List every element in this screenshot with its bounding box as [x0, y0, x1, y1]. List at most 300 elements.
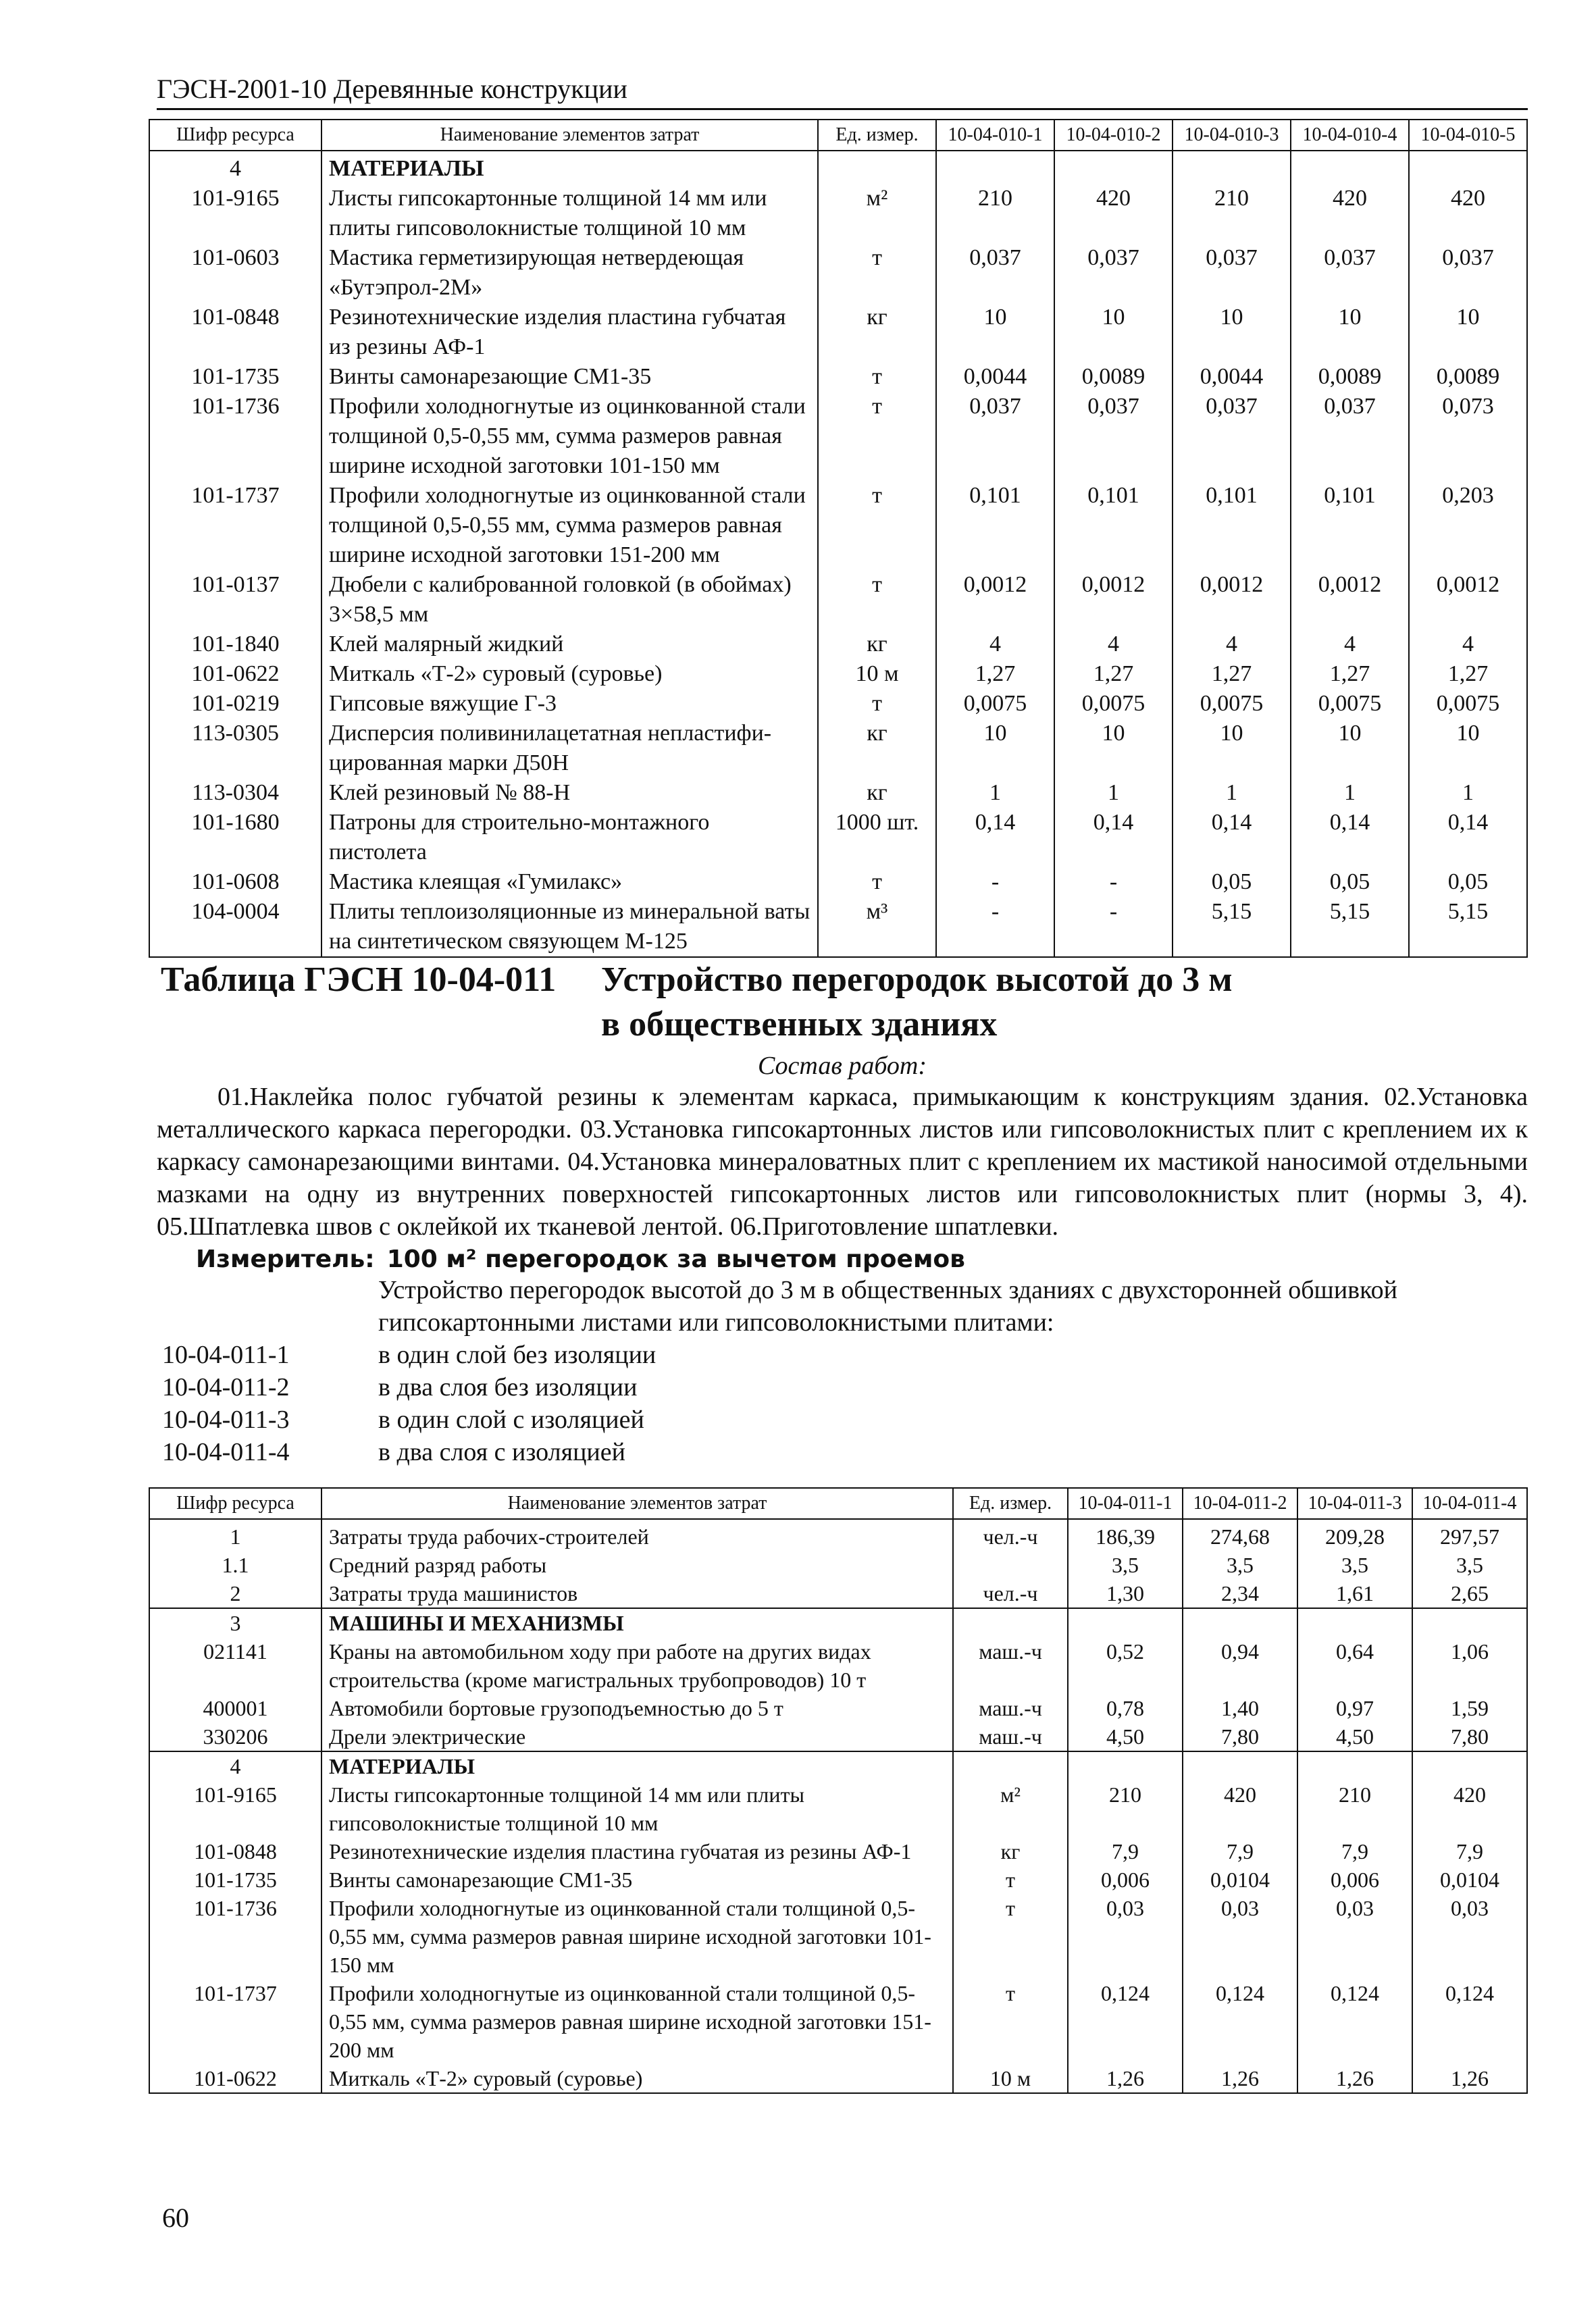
resource-value: 4 [1291, 629, 1409, 659]
variant-code: 10-04-011-2 [162, 1373, 290, 1402]
resource-value: 7,9 [1068, 1837, 1183, 1866]
resource-value: 7,80 [1412, 1722, 1527, 1751]
table-row [149, 151, 1527, 184]
running-head: ГЭСН-2001-10 Деревянные конструкции [157, 73, 1528, 110]
resource-value: 0,124 [1297, 1979, 1412, 2064]
resource-value: 186,39 [1068, 1519, 1183, 1551]
resource-unit: чел.-ч [953, 1519, 1068, 1551]
resource-unit: т [818, 392, 936, 481]
table-row [149, 1780, 1527, 1837]
resource-unit: т [953, 1894, 1068, 1979]
resource-value: 0,14 [1054, 808, 1173, 867]
resource-value: 3,5 [1183, 1551, 1297, 1579]
resource-value: 0,0075 [1409, 689, 1527, 719]
resource-value: 0,0044 [936, 362, 1054, 392]
resource-value [1183, 1751, 1297, 1780]
resource-unit: кг [818, 629, 936, 659]
resource-value: 0,0089 [1054, 362, 1173, 392]
resource-value: 0,0044 [1173, 362, 1291, 392]
variant-code: 10-04-011-3 [162, 1406, 290, 1434]
resource-value: 0,037 [936, 243, 1054, 303]
measure-line [196, 1244, 1526, 1275]
resource-code: 101-1736 [149, 1894, 321, 1979]
table-row [149, 659, 1527, 689]
resource-value: 1,06 [1412, 1637, 1527, 1694]
resource-value: 0,037 [1291, 392, 1409, 481]
resource-name: Профили холодногнутые из оцинкованной стали толщиной 0,5-0,55 мм, сумма размеров равная ширине исходной заготовки 101-150 мм [321, 392, 818, 481]
resource-value: 0,073 [1409, 392, 1527, 481]
resource-unit: т [818, 867, 936, 897]
resource-value: 10 [1054, 303, 1173, 362]
variant-item [162, 1404, 1445, 1436]
resource-value: 3,5 [1297, 1551, 1412, 1579]
table-row [149, 2064, 1527, 2093]
table-row [149, 808, 1527, 867]
resource-table-10-04-010 [149, 119, 1528, 958]
resource-unit [953, 1751, 1068, 1780]
resource-name: Дисперсия поливинилацетатная непластифи-цированная марки Д50Н [321, 719, 818, 778]
resource-value: 0,0075 [936, 689, 1054, 719]
resource-code: 104-0004 [149, 897, 321, 957]
resource-code: 101-1736 [149, 392, 321, 481]
resource-unit: 10 м [953, 2064, 1068, 2093]
resource-value: 0,03 [1412, 1894, 1527, 1979]
header-unit: Ед. измер. [818, 120, 936, 151]
resource-value [1409, 151, 1527, 184]
resource-value: 3,5 [1068, 1551, 1183, 1579]
table-row [149, 719, 1527, 778]
resource-value: 0,124 [1412, 1979, 1527, 2064]
resource-value: 420 [1409, 184, 1527, 243]
table-heading [601, 958, 1277, 1047]
resource-unit: т [818, 362, 936, 392]
resource-value: 10 [1409, 303, 1527, 362]
resource-code: 101-1840 [149, 629, 321, 659]
resource-value: 0,0012 [1409, 570, 1527, 629]
table-row [149, 897, 1527, 957]
resource-code: 101-1735 [149, 1866, 321, 1894]
resource-value: 1 [1291, 778, 1409, 808]
resource-unit: 1000 шт. [818, 808, 936, 867]
resource-name: Винты самонарезающие СМ1-35 [321, 1866, 953, 1894]
page-number: 60 [162, 2203, 189, 2233]
resource-name: Профили холодногнутые из оцинкованной стали толщиной 0,5-0,55 мм, сумма размеров равная ширине исходной заготовки 151-200 мм [321, 1979, 953, 2064]
resource-code: 101-9165 [149, 184, 321, 243]
resource-unit: чел.-ч [953, 1579, 1068, 1608]
resource-value: 0,03 [1297, 1894, 1412, 1979]
resource-value: 1 [1409, 778, 1527, 808]
header-unit: Ед. измер. [953, 1488, 1068, 1519]
resource-value [1054, 151, 1173, 184]
table-row [149, 1866, 1527, 1894]
resource-value: 0,037 [1054, 243, 1173, 303]
resource-name: Патроны для строительно-монтажного пистолета [321, 808, 818, 867]
resource-code: 101-0848 [149, 303, 321, 362]
table-row [149, 184, 1527, 243]
resource-value: 210 [1068, 1780, 1183, 1837]
resource-value: 0,037 [1173, 243, 1291, 303]
table-row [149, 867, 1527, 897]
resource-value: 1,40 [1183, 1694, 1297, 1722]
variant-code: 10-04-011-1 [162, 1341, 290, 1369]
resource-value: 0,0012 [1291, 570, 1409, 629]
resource-code: 101-1735 [149, 362, 321, 392]
resource-value: 1,30 [1068, 1579, 1183, 1608]
resource-name: Автомобили бортовые грузоподъемностью до 5 т [321, 1694, 953, 1722]
resource-value: 0,05 [1173, 867, 1291, 897]
resource-unit: т [818, 570, 936, 629]
table-heading-line-1: Устройство перегородок высотой до 3 м [601, 960, 1233, 999]
table-row [149, 1979, 1527, 2064]
resource-name: Клей малярный жидкий [321, 629, 818, 659]
resource-value: 297,57 [1412, 1519, 1527, 1551]
resource-code: 4 [149, 1751, 321, 1780]
resource-value: 3,5 [1412, 1551, 1527, 1579]
resource-value: 4 [1409, 629, 1527, 659]
resource-value [1291, 151, 1409, 184]
resource-value: 7,80 [1183, 1722, 1297, 1751]
resource-value: 7,9 [1297, 1837, 1412, 1866]
resource-value: 209,28 [1297, 1519, 1412, 1551]
resource-value: 0,0104 [1412, 1866, 1527, 1894]
table-row [149, 481, 1527, 570]
resource-value: 1,26 [1297, 2064, 1412, 2093]
resource-name: Листы гипсокартонные толщиной 14 мм или плиты гипсоволокнистые толщиной 10 мм [321, 184, 818, 243]
header-code: Шифр ресурса [149, 120, 321, 151]
resource-value: 1,27 [1291, 659, 1409, 689]
resource-value: 10 [1409, 719, 1527, 778]
resource-code: 2 [149, 1579, 321, 1608]
resource-code: 1.1 [149, 1551, 321, 1579]
resource-value [1173, 151, 1291, 184]
resource-value: 0,0075 [1173, 689, 1291, 719]
resource-code: 330206 [149, 1722, 321, 1751]
resource-unit: т [953, 1866, 1068, 1894]
table-row [149, 303, 1527, 362]
resource-code: 021141 [149, 1637, 321, 1694]
resource-unit: кг [818, 719, 936, 778]
resource-name: Средний разряд работы [321, 1551, 953, 1579]
resource-unit: маш.-ч [953, 1637, 1068, 1694]
resource-name: Резинотехнические изделия пластина губчатая из резины АФ-1 [321, 303, 818, 362]
resource-value: 5,15 [1409, 897, 1527, 957]
table-row [149, 1694, 1527, 1722]
resource-code: 101-0219 [149, 689, 321, 719]
header-name: Наименование элементов затрат [321, 1488, 953, 1519]
resource-name: Профили холодногнутые из оцинкованной стали толщиной 0,5-0,55 мм, сумма размеров равная ширине исходной заготовки 101-150 мм [321, 1894, 953, 1979]
table-body [149, 1519, 1527, 2093]
resource-value: 10 [1054, 719, 1173, 778]
resource-code: 101-0137 [149, 570, 321, 629]
resource-code: 101-0603 [149, 243, 321, 303]
resource-value: 1,27 [1054, 659, 1173, 689]
resource-code: 3 [149, 1608, 321, 1637]
resource-unit: маш.-ч [953, 1722, 1068, 1751]
resource-value: 10 [1291, 719, 1409, 778]
resource-value [1412, 1751, 1527, 1780]
table-row [149, 1751, 1527, 1780]
measure-value: 100 м² перегородок за вычетом проемов [386, 1245, 965, 1273]
resource-value: 10 [1173, 719, 1291, 778]
resource-value: 420 [1412, 1780, 1527, 1837]
resource-name: МАШИНЫ И МЕХАНИЗМЫ [321, 1608, 953, 1637]
header-col-2: 10-04-011-2 [1183, 1488, 1297, 1519]
resource-value: 1,26 [1183, 2064, 1297, 2093]
resource-value: 0,0012 [1054, 570, 1173, 629]
resource-value: 4 [1054, 629, 1173, 659]
resource-name: МАТЕРИАЛЫ [321, 151, 818, 184]
resource-value: 1,27 [1173, 659, 1291, 689]
resource-value: 0,94 [1183, 1637, 1297, 1694]
resource-name: Миткаль «Т-2» суровый (суровье) [321, 2064, 953, 2093]
resource-value: 0,0012 [1173, 570, 1291, 629]
resource-value: 210 [1297, 1780, 1412, 1837]
resource-value: 210 [936, 184, 1054, 243]
resource-value: 0,0012 [936, 570, 1054, 629]
resource-value: 0,78 [1068, 1694, 1183, 1722]
resource-value: 1,59 [1412, 1694, 1527, 1722]
variant-list [162, 1339, 1445, 1468]
resource-unit [953, 1608, 1068, 1637]
resource-unit: кг [818, 778, 936, 808]
resource-value: 10 [936, 719, 1054, 778]
resource-unit [953, 1551, 1068, 1579]
resource-value: 7,9 [1412, 1837, 1527, 1866]
resource-name: Резинотехнические изделия пластина губчатая из резины АФ-1 [321, 1837, 953, 1866]
resource-value: 0,006 [1068, 1866, 1183, 1894]
variant-item [162, 1371, 1445, 1404]
resource-value: 0,64 [1297, 1637, 1412, 1694]
resource-value: 5,15 [1291, 897, 1409, 957]
resource-name: Дюбели с калиброванной головкой (в обоймах) 3×58,5 мм [321, 570, 818, 629]
resource-value: 210 [1173, 184, 1291, 243]
resource-value: 0,0089 [1291, 362, 1409, 392]
header-col-4: 10-04-010-4 [1291, 120, 1409, 151]
table-row [149, 1551, 1527, 1579]
resource-name: Мастика герметизирующая нетвердеющая «Бутэпрол-2М» [321, 243, 818, 303]
table-header-row [149, 1488, 1527, 1519]
resource-value [1297, 1608, 1412, 1637]
table-row [149, 570, 1527, 629]
resource-unit: кг [818, 303, 936, 362]
resource-unit: м² [818, 184, 936, 243]
resource-table-10-04-011 [149, 1487, 1528, 2094]
resource-value: 0,124 [1183, 1979, 1297, 2064]
resource-name: Клей резиновый № 88-Н [321, 778, 818, 808]
resource-value: 0,037 [1291, 243, 1409, 303]
table-code: Таблица ГЭСН 10-04-011 [161, 960, 557, 999]
table-row [149, 362, 1527, 392]
resource-value: 0,14 [1291, 808, 1409, 867]
header-col-1: 10-04-010-1 [936, 120, 1054, 151]
work-composition-label: Состав работ: [757, 1052, 927, 1080]
resource-value: 1,61 [1297, 1579, 1412, 1608]
resource-value: 1,27 [1409, 659, 1527, 689]
resource-value: 1 [1054, 778, 1173, 808]
resource-value: 0,101 [1173, 481, 1291, 570]
resource-name: Профили холодногнутые из оцинкованной стали толщиной 0,5-0,55 мм, сумма размеров равная ширине исходной заготовки 151-200 мм [321, 481, 818, 570]
resource-value: 420 [1183, 1780, 1297, 1837]
table-row [149, 1637, 1527, 1694]
variant-item [162, 1339, 1445, 1371]
resource-value: 0,124 [1068, 1979, 1183, 2064]
table-heading-line-2: в общественных зданиях [601, 1005, 998, 1044]
resource-name: Гипсовые вяжущие Г-3 [321, 689, 818, 719]
resource-value [936, 151, 1054, 184]
resource-name: Краны на автомобильном ходу при работе на других видах строительства (кроме магистральных трубопроводов) 10 т [321, 1637, 953, 1694]
resource-code: 101-1680 [149, 808, 321, 867]
resource-name: Дрели электрические [321, 1722, 953, 1751]
table-row [149, 629, 1527, 659]
resource-code: 113-0305 [149, 719, 321, 778]
resource-unit: 10 м [818, 659, 936, 689]
resource-value: 0,05 [1409, 867, 1527, 897]
resource-value: 0,97 [1297, 1694, 1412, 1722]
resource-value: 0,0075 [1054, 689, 1173, 719]
resource-name: Затраты труда машинистов [321, 1579, 953, 1608]
table-body [149, 151, 1527, 957]
resource-value: 0,14 [1173, 808, 1291, 867]
resource-code: 400001 [149, 1694, 321, 1722]
resource-value: 0,0075 [1291, 689, 1409, 719]
resource-code: 4 [149, 151, 321, 184]
resource-unit: м³ [818, 897, 936, 957]
table-row [149, 1722, 1527, 1751]
resource-unit: т [818, 481, 936, 570]
table-row [149, 1837, 1527, 1866]
resource-value: 0,037 [1054, 392, 1173, 481]
resource-value [1183, 1608, 1297, 1637]
variant-text: в один слой с изоляцией [378, 1406, 644, 1434]
resource-value: 7,9 [1183, 1837, 1297, 1866]
resource-value: - [1054, 867, 1173, 897]
header-col-2: 10-04-010-2 [1054, 120, 1173, 151]
table-row [149, 1608, 1527, 1637]
resource-value: 1 [936, 778, 1054, 808]
resource-value: 1,27 [936, 659, 1054, 689]
resource-value: 1 [1173, 778, 1291, 808]
table-row [149, 689, 1527, 719]
resource-value [1068, 1751, 1183, 1780]
resource-value [1068, 1608, 1183, 1637]
table-row [149, 1519, 1527, 1551]
resource-value: - [1054, 897, 1173, 957]
resource-unit: т [818, 689, 936, 719]
resource-value: 10 [1291, 303, 1409, 362]
resource-value: 0,14 [936, 808, 1054, 867]
resource-name: Винты самонарезающие СМ1-35 [321, 362, 818, 392]
measure-label: Измеритель: [196, 1245, 375, 1273]
resource-value: 0,03 [1183, 1894, 1297, 1979]
variant-text: в два слоя без изоляции [378, 1373, 638, 1402]
header-col-5: 10-04-010-5 [1409, 120, 1527, 151]
header-code: Шифр ресурса [149, 1488, 321, 1519]
resource-value [1412, 1608, 1527, 1637]
header-col-4: 10-04-011-4 [1412, 1488, 1527, 1519]
resource-unit [818, 151, 936, 184]
resource-value: 4 [1173, 629, 1291, 659]
resource-name: Листы гипсокартонные толщиной 14 мм или плиты гипсоволокнистые толщиной 10 мм [321, 1780, 953, 1837]
variant-text: в два слоя с изоляцией [378, 1438, 625, 1466]
resource-value: 420 [1291, 184, 1409, 243]
resource-value: 5,15 [1173, 897, 1291, 957]
resource-unit: т [818, 243, 936, 303]
resource-value: - [936, 897, 1054, 957]
resource-unit: м² [953, 1780, 1068, 1837]
resource-code: 101-0608 [149, 867, 321, 897]
resource-value: 0,037 [1173, 392, 1291, 481]
resource-value: 10 [936, 303, 1054, 362]
resource-value: 4,50 [1297, 1722, 1412, 1751]
table-header-row [149, 120, 1527, 151]
work-composition-text: 01.Наклейка полос губчатой резины к элементам каркаса, примыкающим к конструкциям здания. 02.Установка металлического каркаса перегородки. 03.Установка гипсокартонных листов или гипсоволокнистых плит с креплением их к каркасу самонарезающими винтами. 04.Установка минераловатных плит с креплением их мастикой наносимой отдельными мазками на одну из внутренних поверхностей гипсокартонных листов или гипсоволокнистых плит (нормы 3, 4). 05.Шпатлевка швов с оклейкой их тканевой лентой. 06.Приготовление шпатлевки. [157, 1083, 1528, 1241]
resource-code: 101-1737 [149, 1979, 321, 2064]
resource-code: 101-1737 [149, 481, 321, 570]
table-row [149, 778, 1527, 808]
resource-code: 101-0622 [149, 2064, 321, 2093]
resource-name: Миткаль «Т-2» суровый (суровье) [321, 659, 818, 689]
resource-value: 0,03 [1068, 1894, 1183, 1979]
table-title [161, 958, 1532, 1047]
resource-value: 4,50 [1068, 1722, 1183, 1751]
resource-value: 1,26 [1068, 2064, 1183, 2093]
resource-value: 0,101 [1054, 481, 1173, 570]
resource-value: 0,101 [936, 481, 1054, 570]
header-name: Наименование элементов затрат [321, 120, 818, 151]
resource-value: 4 [936, 629, 1054, 659]
variant-code: 10-04-011-4 [162, 1438, 290, 1466]
resource-value: 0,14 [1409, 808, 1527, 867]
header-col-3: 10-04-011-3 [1297, 1488, 1412, 1519]
resource-value: 1,26 [1412, 2064, 1527, 2093]
resource-unit: маш.-ч [953, 1694, 1068, 1722]
resource-value: 420 [1054, 184, 1173, 243]
resource-value: 2,34 [1183, 1579, 1297, 1608]
resource-value: 0,037 [936, 392, 1054, 481]
resource-unit: кг [953, 1837, 1068, 1866]
resource-value: 0,006 [1297, 1866, 1412, 1894]
resource-code: 113-0304 [149, 778, 321, 808]
header-col-3: 10-04-010-3 [1173, 120, 1291, 151]
resource-value: 0,52 [1068, 1637, 1183, 1694]
table-row [149, 392, 1527, 481]
header-col-1: 10-04-011-1 [1068, 1488, 1183, 1519]
variant-item [162, 1436, 1445, 1468]
resource-value: 274,68 [1183, 1519, 1297, 1551]
resource-value: 0,05 [1291, 867, 1409, 897]
resource-value: 0,101 [1291, 481, 1409, 570]
resource-code: 101-0848 [149, 1837, 321, 1866]
intro-text: Устройство перегородок высотой до 3 м в общественных зданиях с двухсторонней обшивкой гипсокартонными листами или гипсоволокнистыми плитами: [378, 1276, 1397, 1337]
resource-name: Мастика клеящая «Гумилакс» [321, 867, 818, 897]
resource-name: МАТЕРИАЛЫ [321, 1751, 953, 1780]
resource-name: Плиты теплоизоляционные из минеральной ваты на синтетическом связующем М-125 [321, 897, 818, 957]
resource-value: 0,203 [1409, 481, 1527, 570]
table-row [149, 1894, 1527, 1979]
variant-text: в один слой без изоляции [378, 1341, 657, 1369]
resource-code: 1 [149, 1519, 321, 1551]
table-row [149, 1579, 1527, 1608]
resource-code: 101-9165 [149, 1780, 321, 1837]
resource-value: 2,65 [1412, 1579, 1527, 1608]
resource-value: 10 [1173, 303, 1291, 362]
resource-unit: т [953, 1979, 1068, 2064]
resource-value: 0,0089 [1409, 362, 1527, 392]
resource-value: 0,037 [1409, 243, 1527, 303]
resource-code: 101-0622 [149, 659, 321, 689]
resource-value [1297, 1751, 1412, 1780]
resource-value: - [936, 867, 1054, 897]
